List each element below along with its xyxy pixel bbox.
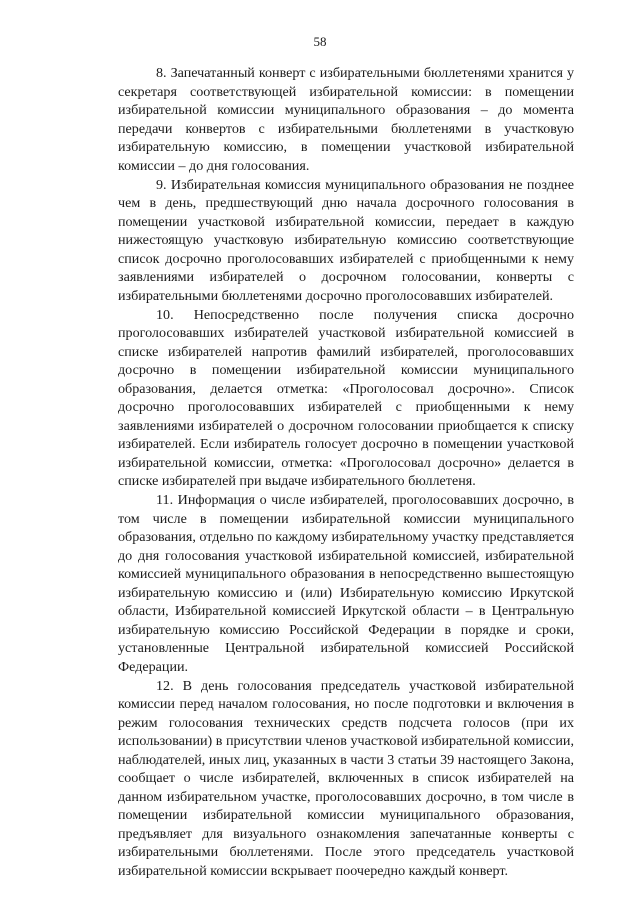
paragraph-8: 8. Запечатанный конверт с избирательными бюллетенями хранится у секретаря соответствующей избирательной комиссии: в помещении избирательной комиссии муниципального образования – до момента передачи конвертов с избирательными бюллетенями в участковую избирательную комиссию, в помещении участковой избирательной комиссии – до дня голосования. [118,65,574,174]
paragraph-12: 12. В день голосования председатель участковой избирательной комиссии перед началом голосования, но после подготовки и включения в режим голосования технических средств подсчета голосов (при их использовании) в присутствии членов участковой избирательной комиссии, наблюдателей, иных лиц, указанных в части 3 статьи 39 настоящего Закона, сообщает о числе избирателей, включенных в список избирателей на данном избирательном участке, проголосовавших досрочно, в том числе в помещении избирательной комиссии муниципального образования, предъявляет для визуального ознакомления запечатанные конверты с избирательными бюллетенями. После этого председатель участковой избирательной комиссии вскрывает поочередно каждый конверт. [118,677,574,879]
page-number: 58 [313,34,327,49]
paragraph-11: 11. Информация о числе избирателей, проголосовавших досрочно, в том числе в помещении избирательной комиссии муниципального образования, отдельно по каждому избирательному участку представляется до дня голосования участковой избирательной комиссией, избирательной комиссией муниципального образования в непосредственно вышестоящую избирательную комиссию и (или) Избирательную комиссию Иркутской области, Избирательной комиссией Иркутской области – в Центральную избирательную комиссию Российской Федерации в порядке и сроки, установленные Центральной избирательной комиссией Российской Федерации. [118,492,574,675]
paragraph-10: 10. Непосредственно после получения списка досрочно проголосовавших избирателей участковой избирательной комиссией в списке избирателей напротив фамилий избирателей, проголосовавших досрочно в помещении избирательной комиссии муниципального образования, делается отметка: «Проголосовал досрочно». Список досрочно проголосовавших избирателей с приобщенными к нему заявлениями избирателей о досрочном голосовании приобщается к списку избирателей. Если избиратель голосует досрочно в помещении участковой избирательной комиссии, отметка: «Проголосовал досрочно» делается в списке избирателей при выдаче избирательного бюллетеня. [118,306,574,489]
document-body [118,64,574,880]
paragraph-9: 9. Избирательная комиссия муниципального образования не позднее чем в день, предшествующий дню начала досрочного голосования в помещении участковой избирательной комиссии, передает в каждую нижестоящую участковую избирательную комиссию соответствующие список досрочно проголосовавших избирателей с приобщенными к нему заявлениями избирателей о досрочном голосовании, конверты с избирательными бюллетенями досрочно проголосовавших избирателей. [118,176,574,304]
